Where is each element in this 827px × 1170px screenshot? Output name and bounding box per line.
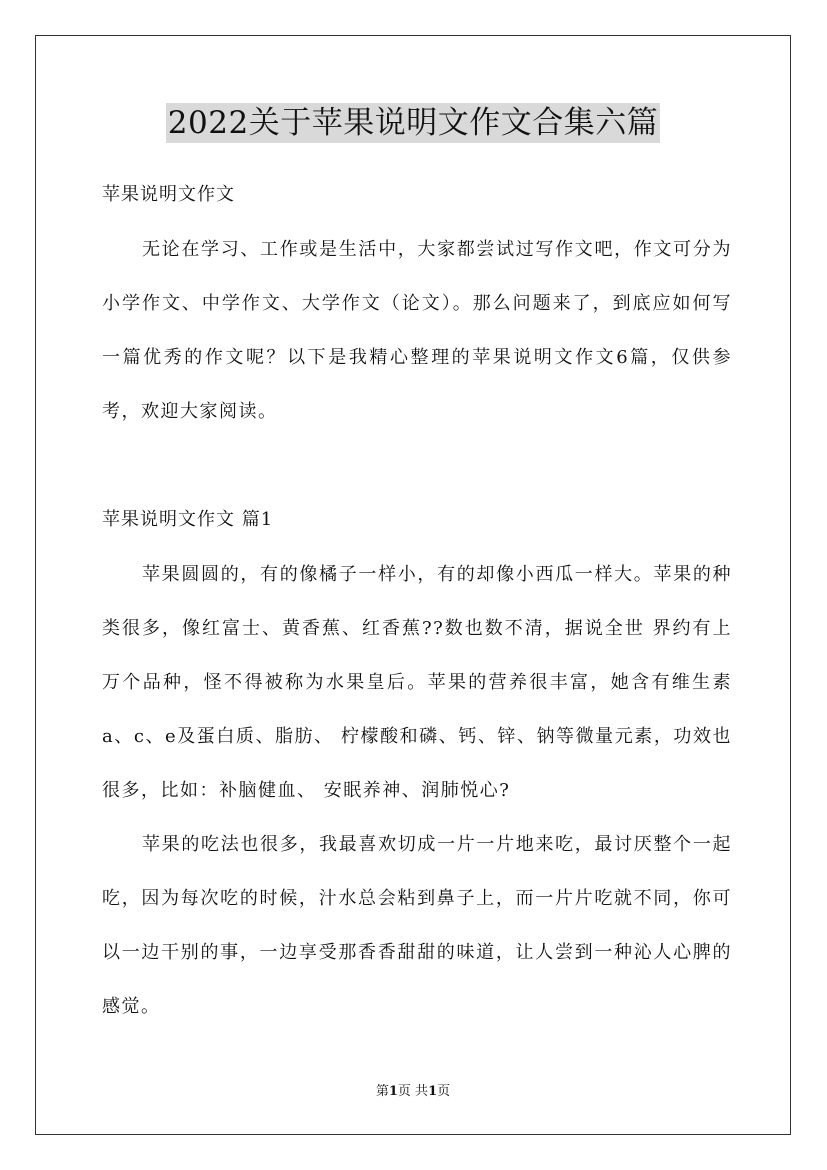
- document-page: [35, 35, 791, 1135]
- section1-heading: 苹果说明文作文 篇1: [102, 509, 274, 530]
- footer-page-total: 1: [428, 1084, 438, 1099]
- footer-page-mid: 页 共: [397, 1084, 429, 1099]
- document-title: 2022关于苹果说明文作文合集六篇: [167, 105, 659, 141]
- title-wrap: [36, 103, 790, 143]
- section1-paragraph-1: 苹果圆圆的，有的像橘子一样小，有的却像小西瓜一样大。苹果的种类很多，像红富士、黄香蕉、红香蕉??数也数不清，据说全世 界约有上万个品种，怪不得被称为水果皇后。苹果的营养很丰富，她含有维生素 a、c、e及蛋白质、脂肪、 柠檬酸和磷、钙、锌、钠等微量元素，功效也很多，比如：补脑健血、 安眠养神、润肺悦心?: [102, 564, 732, 801]
- footer-page-current: 1: [388, 1084, 398, 1099]
- page-footer: [36, 1083, 790, 1101]
- intro-heading: 苹果说明文作文: [102, 184, 235, 205]
- intro-paragraph: 无论在学习、工作或是生活中，大家都尝试过写作文吧，作文可分为小学作文、中学作文、大学作文（论文）。那么问题来了，到底应如何写一篇优秀的作文呢？以下是我精心整理的苹果说明文作文6篇，仅供参考，欢迎大家阅读。: [102, 239, 732, 422]
- section1-paragraph-2: 苹果的吃法也很多，我最喜欢切成一片一片地来吃，最讨厌整个一起吃，因为每次吃的时候，汁水总会粘到鼻子上，而一片片吃就不同，你可以一边干别的事，一边享受那香香甜甜的味道，让人尝到一种沁人心脾的感觉。: [102, 834, 732, 1017]
- footer-page-prefix: 第: [375, 1084, 389, 1099]
- footer-page-suffix: 页: [437, 1084, 451, 1099]
